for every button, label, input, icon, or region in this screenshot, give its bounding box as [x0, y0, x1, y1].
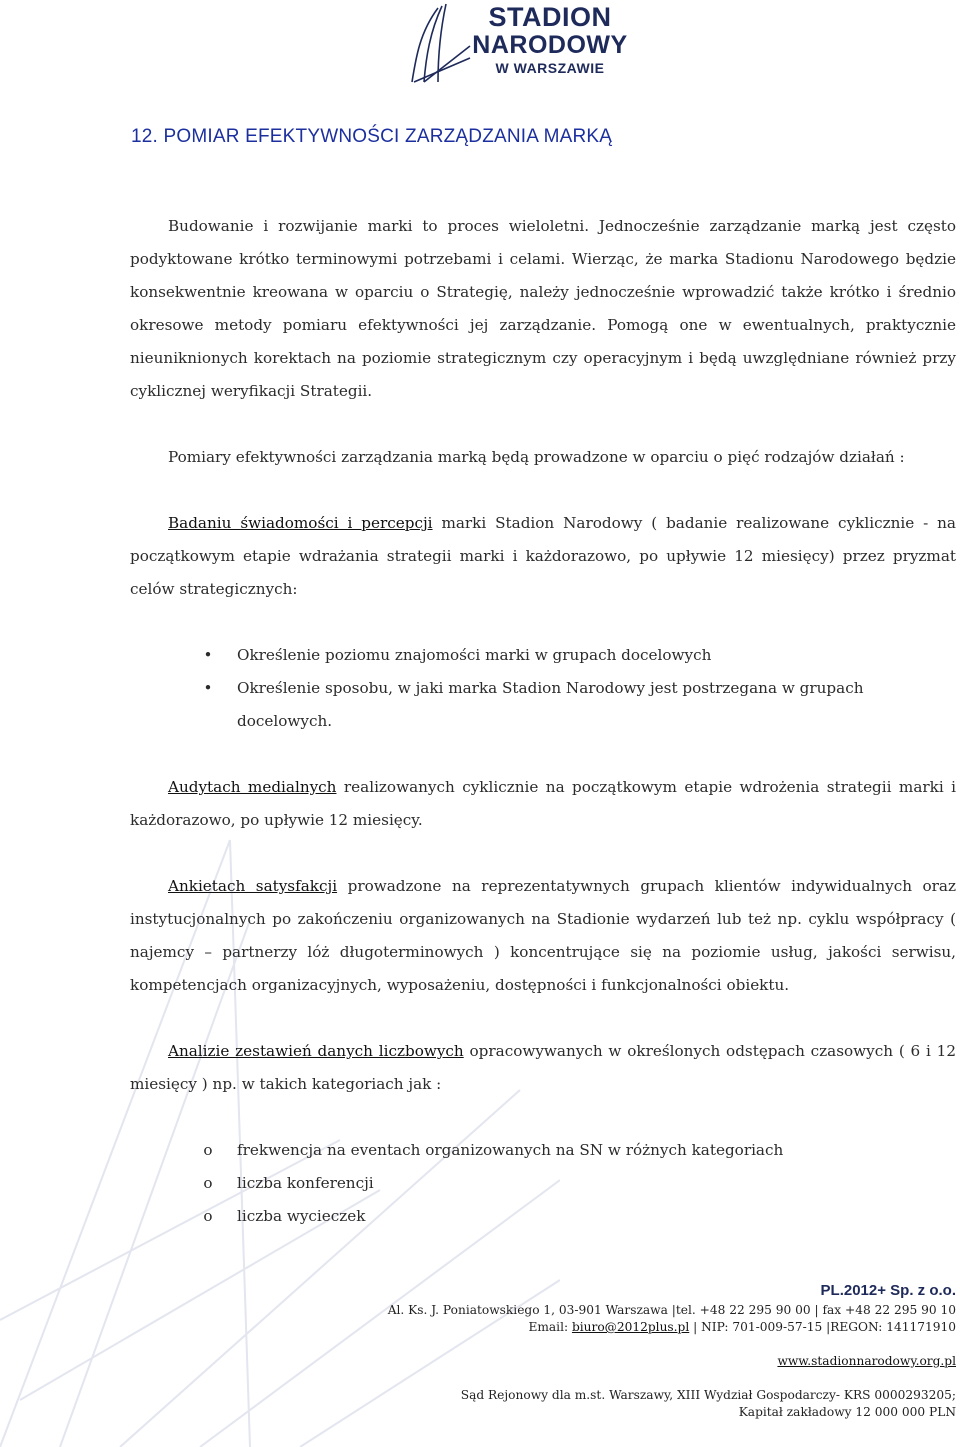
bullet-marker: •: [203, 646, 213, 664]
footer-email-link[interactable]: biuro@2012plus.pl: [571, 1320, 690, 1334]
stadium-arches-icon: [390, 2, 480, 84]
footer-ids: | NIP: 701-009-57-15 |REGON: 141171910: [689, 1320, 956, 1334]
survey-title: Badaniu świadomości i percepcji: [168, 514, 433, 532]
analysis-text: opracowywanych w określonych odstępach czasowych ( 6 i 12 miesięcy ) np. w takich kategoriach jak :: [130, 1042, 956, 1093]
circle-marker: o: [203, 1174, 213, 1192]
list-item: [130, 672, 956, 738]
media-title: Audytach medialnych: [168, 778, 337, 796]
media-text: realizowanych cyklicznie na początkowym etapie wdrożenia strategii marki i każdorazowo, po upływie 12 miesięcy.: [130, 778, 956, 829]
intro-paragraph: Budowanie i rozwijanie marki to proces wieloletni. Jednocześnie zarządzanie marką jest często podyktowane krótko terminowymi potrzebami i celami. Wierząc, że marka Stadionu Narodowego będzie konsekwentnie kreowana w oparciu o Strategię, należy jednocześnie wprowadzić także krótko i średnio okresowe metody pomiaru efektywności jej zarządzanie. Pomogą one w ewentualnych, praktycznie nieuniknionych korektach na poziomie strategicznym czy operacyjnym i będą uwzględniane również przy cyklicznej weryfikacji Strategii.: [130, 217, 956, 400]
stadion-logo: [390, 2, 630, 84]
logo-line-1: STADION: [488, 2, 612, 32]
measures-intro-paragraph: Pomiary efektywności zarządzania marką będą prowadzone w oparciu o pięć rodzajów działań :: [168, 448, 905, 466]
list-item-text: liczba konferencji: [237, 1174, 374, 1192]
list-item: [130, 639, 956, 672]
footer-company: PL.2012+ Sp. z o.o.: [820, 1282, 956, 1299]
satisfaction-text: prowadzone na reprezentatywnych grupach klientów indywidualnych oraz instytucjonalnych po zakończeniu organizowanych na Stadionie wydarzeń lub też np. cyklu współpracy ( najemcy – partnerzy lóż długoterminowych ) koncentrujące się na poziomie usług, jakości serwisu, kompetencjach organizacyjnych, wyposażeniu, dostępności i funkcjonalności obiektu.: [130, 877, 956, 994]
logo-line-3: W WARSZAWIE: [495, 60, 605, 76]
footer-court: Sąd Rejonowy dla m.st. Warszawy, XIII Wydział Gospodarczy- KRS 0000293205;: [460, 1388, 956, 1402]
footer-contact: [290, 1319, 956, 1336]
bullet-marker: •: [203, 679, 213, 697]
list-item-text: frekwencja na eventach organizowanych na SN w różnych kategoriach: [237, 1141, 784, 1159]
logo-line-2: NARODOWY: [472, 31, 628, 59]
page-footer: [290, 1280, 956, 1421]
satisfaction-paragraph: [130, 870, 956, 1002]
circle-marker: o: [203, 1207, 213, 1225]
survey-text: marki Stadion Narodowy ( badanie realizowane cyklicznie - na początkowym etapie wdrażania strategii marki i każdorazowo, po upływie 12 miesięcy) przez pryzmat celów strategicznych:: [130, 514, 956, 598]
list-item-text: Określenie sposobu, w jaki marka Stadion Narodowy jest postrzegana w grupach docelowych.: [237, 679, 864, 730]
analysis-title: Analizie zestawień danych liczbowych: [168, 1042, 464, 1060]
list-item: [130, 1134, 956, 1167]
section-heading: 12. POMIAR EFEKTYWNOŚCI ZARZĄDZANIA MARKĄ: [131, 126, 613, 147]
footer-address: Al. Ks. J. Poniatowskiego 1, 03-901 Warszawa |tel. +48 22 295 90 00 | fax +48 22 295 90 10: [387, 1303, 956, 1317]
circle-marker: o: [203, 1141, 213, 1159]
list-item-text: Określenie poziomu znajomości marki w grupach docelowych: [237, 646, 712, 664]
list-item-text: liczba wycieczek: [237, 1207, 366, 1225]
satisfaction-title: Ankietach satysfakcji: [168, 877, 338, 895]
footer-website-link[interactable]: www.stadionnarodowy.org.pl: [777, 1354, 956, 1368]
analysis-list: [130, 1134, 956, 1233]
list-item: [130, 1167, 956, 1200]
survey-paragraph: [130, 507, 956, 606]
survey-list: [130, 639, 956, 738]
document-body: [130, 210, 956, 1233]
footer-capital: Kapitał zakładowy 12 000 000 PLN: [738, 1405, 956, 1419]
footer-email-label: Email:: [528, 1320, 572, 1334]
media-paragraph: [130, 771, 956, 837]
analysis-paragraph: [130, 1035, 956, 1101]
list-item: [130, 1200, 956, 1233]
